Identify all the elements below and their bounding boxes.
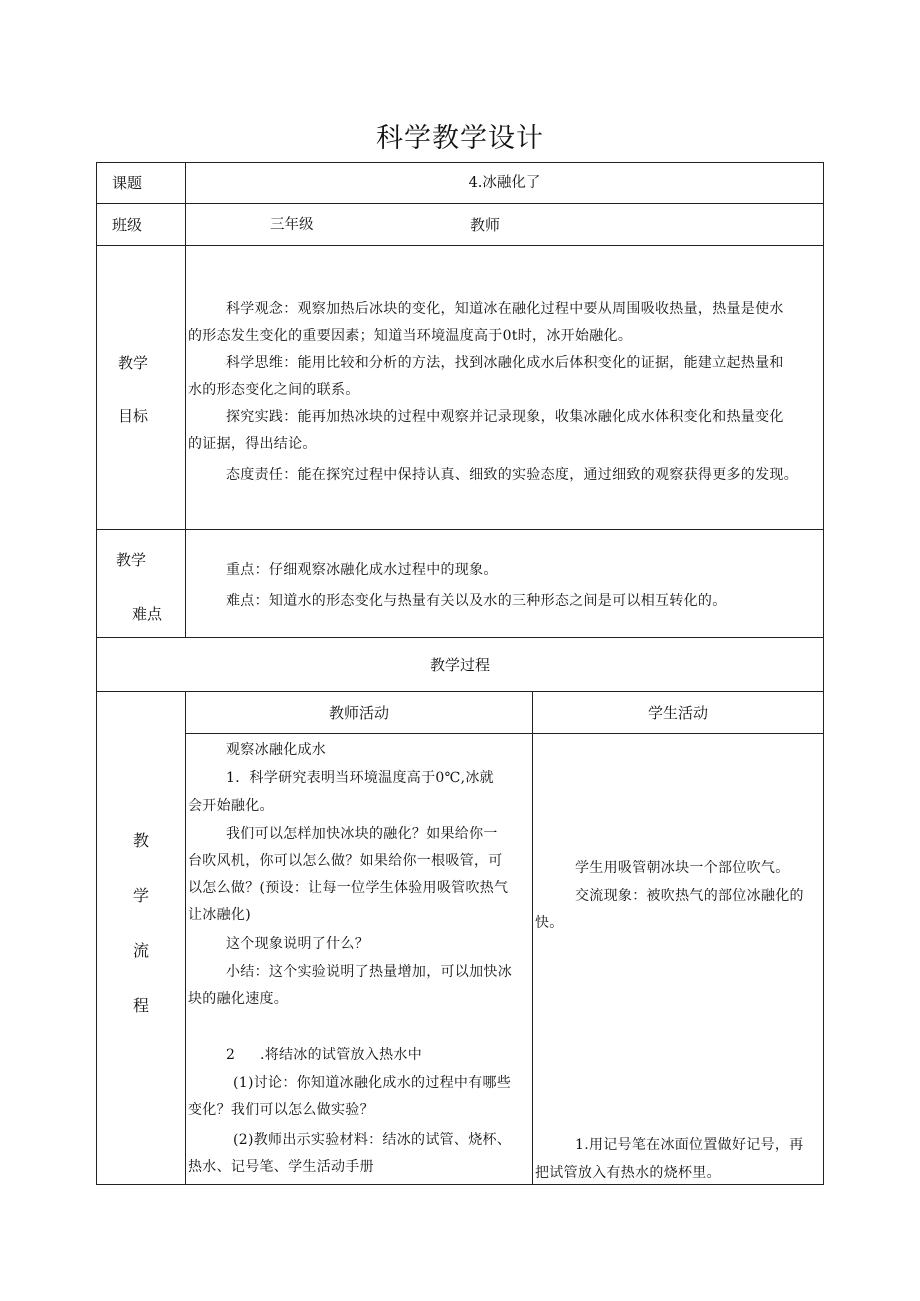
teacher-line: 热水、记号笔、学生活动手册 bbox=[188, 1159, 374, 1175]
topic-label: 课题 bbox=[112, 174, 143, 192]
student-line: 把试管放入有热水的烧杯里。 bbox=[535, 1165, 721, 1181]
table-rule bbox=[185, 162, 186, 638]
table-rule bbox=[96, 529, 824, 530]
teacher-line: (1)讨论：你知道冰融化成水的过程中有哪些 bbox=[233, 1075, 512, 1091]
student-line: 1.用记号笔在冰面位置做好记号，再 bbox=[575, 1137, 804, 1153]
grade-label: 班级 bbox=[112, 216, 143, 234]
difficulty-label-1: 教学 bbox=[116, 551, 147, 569]
teacher-activity-header: 教师活动 bbox=[328, 704, 389, 722]
table-rule bbox=[185, 691, 186, 1185]
goal-line: 的证据，得出结论。 bbox=[188, 436, 317, 452]
goal-line: 探究实践：能再加热冰块的过程中观察并记录现象，收集冰融化成水体积变化和热量变化 bbox=[226, 409, 784, 425]
goal-line: 水的形态变化之间的联系。 bbox=[188, 382, 360, 398]
goals-label-1: 教学 bbox=[118, 354, 149, 372]
key-point: 重点：仔细观察冰融化成水过程中的现象。 bbox=[226, 562, 498, 578]
teacher-line: (2)教师出示实验材料：结冰的试管、烧杯、 bbox=[233, 1132, 512, 1148]
teacher-line: 1．科学研究表明当环境温度高于0℃,冰就 bbox=[226, 770, 494, 786]
table-rule bbox=[96, 245, 824, 246]
student-line: 学生用吸管朝冰块一个部位吹气。 bbox=[575, 860, 790, 876]
teacher-label: 教师 bbox=[470, 216, 501, 234]
table-rule bbox=[96, 203, 824, 204]
table-rule bbox=[532, 691, 533, 1185]
grade-value: 三年级 bbox=[270, 217, 314, 233]
difficulty-label-2: 难点 bbox=[132, 605, 163, 623]
goals-label-2: 目标 bbox=[118, 407, 149, 425]
teacher-line: 台吹风机，你可以怎么做？如果给你一根吸管，可 bbox=[188, 853, 503, 869]
page-title: 科学教学设计 bbox=[376, 123, 544, 154]
student-activity-header: 学生活动 bbox=[647, 704, 708, 722]
topic-value: 4.冰融化了 bbox=[468, 175, 541, 191]
table-border-right bbox=[823, 162, 824, 1185]
goal-line: 的形态发生变化的重要因素；知道当环境温度高于0t时，冰开始融化。 bbox=[188, 328, 633, 344]
table-rule bbox=[96, 637, 824, 638]
teacher-line: 这个现象说明了什么？ bbox=[226, 936, 369, 952]
goal-line: 态度责任：能在探究过程中保持认真、细致的实验态度，通过细致的观察获得更多的发现。 bbox=[226, 467, 798, 483]
goal-line: 科学思维：能用比较和分析的方法，找到冰融化成水后体积变化的证据，能建立起热量和 bbox=[226, 355, 784, 371]
student-line: 交流现象：被吹热气的部位冰融化的 bbox=[575, 888, 804, 904]
side-char: 流 bbox=[133, 941, 150, 960]
teacher-line: 以怎么做？(预设：让每一位学生体验用吸管吹热气 bbox=[188, 880, 509, 896]
goal-line: 科学观念：观察加热后冰块的变化，知道冰在融化过程中要从周围吸收热量，热量是使水 bbox=[226, 301, 784, 317]
side-char: 学 bbox=[133, 886, 150, 905]
table-border-top bbox=[96, 162, 824, 163]
teacher-line: 观察冰融化成水 bbox=[226, 742, 327, 758]
student-line: 快。 bbox=[535, 915, 564, 931]
table-rule bbox=[96, 691, 824, 692]
teacher-line: 会开始融化。 bbox=[188, 798, 274, 814]
teacher-line: 让冰融化) bbox=[188, 907, 251, 923]
teacher-line: 小结：这个实验说明了热量增加，可以加快冰 bbox=[226, 964, 512, 980]
teacher-line: 块的融化速度。 bbox=[188, 991, 289, 1007]
side-char: 程 bbox=[133, 996, 150, 1015]
teacher-line: 变化？我们可以怎么做实验？ bbox=[188, 1102, 374, 1118]
teacher-line: 2 .将结冰的试管放入热水中 bbox=[226, 1047, 423, 1063]
teacher-line: 我们可以怎样加快冰块的融化？如果给你一 bbox=[226, 826, 498, 842]
hard-point: 难点：知道水的形态变化与热量有关以及水的三种形态之间是可以相互转化的。 bbox=[226, 593, 727, 609]
table-rule bbox=[185, 733, 824, 734]
side-char: 教 bbox=[133, 831, 150, 850]
process-header: 教学过程 bbox=[429, 656, 490, 674]
